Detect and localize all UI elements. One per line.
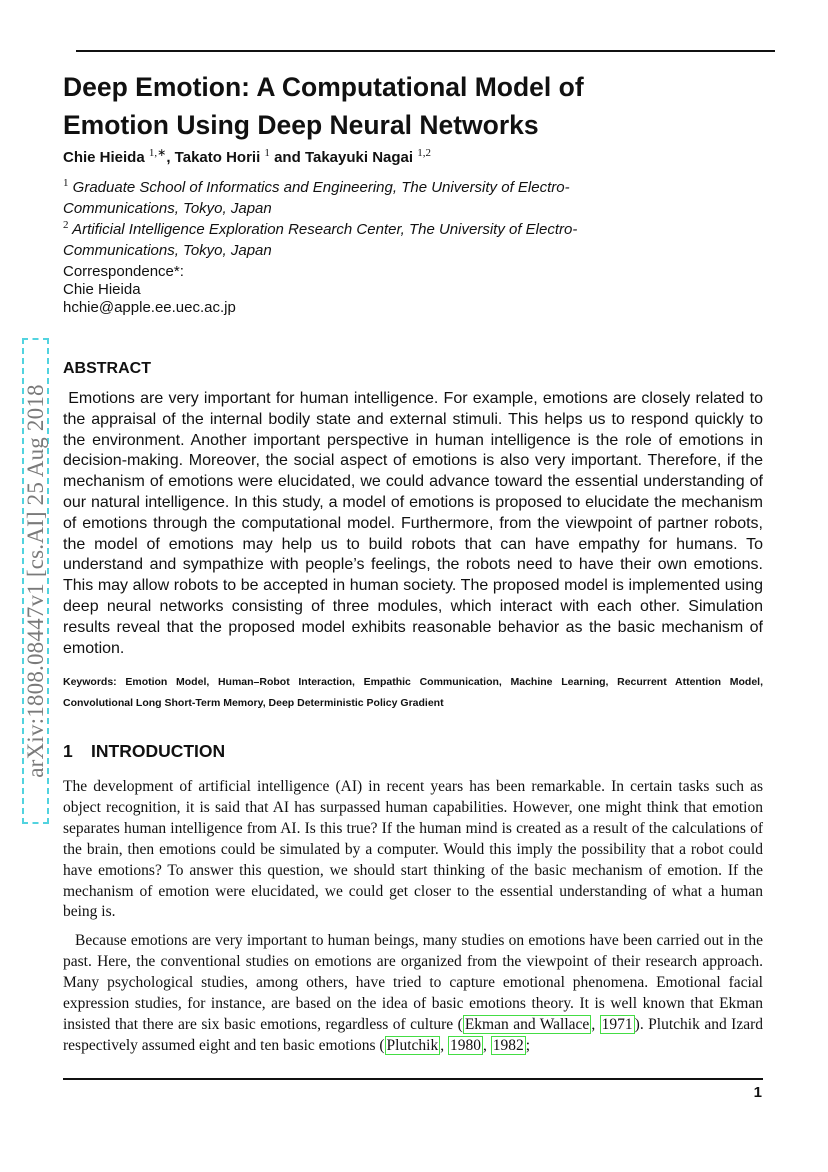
author-list [63,146,431,166]
author-affil-mark: 1,∗ [148,147,167,159]
author-affil-mark: 1 [264,147,270,159]
keywords: Keywords: Emotion Model, Human–Robot Interaction, Empathic Communication, Machine Learning, Recurrent Attention Model, Convolutional Long Short-Term Memory, Deep Deterministic Policy Gradient [63,676,763,709]
correspondence-block [63,263,236,317]
paragraph-text: ; [525,1036,531,1054]
footer-rule [63,1078,763,1080]
correspondence-name: Chie Hieida [63,281,141,298]
correspondence-label: Correspondence*: [63,263,184,280]
paragraph-text: ). Plutchik and Izard respectively assumed eight and ten basic emotions ( [63,1015,764,1054]
author-name: Takayuki Nagai [304,149,414,166]
abstract-body [63,389,763,659]
affiliation-text: Artificial Intelligence Exploration Research Center, The University of Electro-Communications, Tokyo, Japan [63,221,578,259]
author-affil-mark: 1,2 [417,147,431,159]
abstract-text: Emotions are very important for human intelligence. For example, emotions are closely related to the appraisal of the internal bodily state and external stimuli. This helps us to respond quickly to the environment. Another important perspective in human intelligence is the role of emotions in decision-making. Moreover, the social aspect of emotions is also very important. Therefore, if the mechanism of emotions were elucidated, we could advance toward the essential understanding of our natural intelligence. In this study, a model of emotions is proposed to elucidate the mechanism of emotions through the computational model. Furthermore, from the viewpoint of partner robots, the model of emotions may help us to build robots that can have empathy for humans. To understand and sympathize with people’s feelings, the robots need to have their own emotions. This may allow robots to be accepted in human society. The proposed model is implemented using deep neural networks consisting of three modules, which interact with each other. Simulation results reveal that the proposed model exhibits reasonable behavior as the basic mechanism of emotion. [63,390,763,657]
author-name: Takato Horii [174,149,261,166]
header-rule [76,50,775,52]
citation-separator: , [482,1036,491,1054]
arxiv-stamp-text: arXiv:1808.08447v1 [cs.AI] 25 Aug 2018 [22,384,48,778]
citation-link[interactable]: Ekman and Wallace [464,1015,590,1033]
section-heading [63,741,225,762]
section-number: 1 [63,741,73,761]
affiliation-mark: 2 [63,219,69,231]
abstract-heading: ABSTRACT [63,360,151,377]
citation-separator: , [591,1015,600,1033]
paper-title [63,68,763,144]
title-line-1: Deep Emotion: A Computational Model of [63,72,584,102]
intro-paragraph-2 [63,931,763,1056]
citation-link[interactable]: Plutchik [386,1036,439,1054]
author-name: Chie Hieida [63,149,145,166]
author-separator: and [269,149,305,166]
arxiv-stamp[interactable] [22,338,49,824]
author-separator: , [166,149,175,166]
citation-link[interactable]: 1980 [449,1036,481,1054]
affiliation-mark: 1 [63,177,69,189]
page-number: 1 [753,1084,762,1101]
citation-link[interactable]: 1971 [601,1015,633,1033]
section-title: INTRODUCTION [91,741,226,761]
affiliation-text: Graduate School of Informatics and Engineering, The University of Electro-Communications, Tokyo, Japan [63,179,570,217]
citation-separator: , [440,1036,448,1054]
title-line-2: Emotion Using Deep Neural Networks [63,110,539,140]
correspondence-email[interactable]: hchie@apple.ee.uec.ac.jp [63,299,236,316]
affiliation-1 [63,173,623,219]
affiliation-2 [63,215,623,261]
paragraph-text: Because emotions are very important to human beings, many studies on emotions have been carried out in the past. Here, the conventional studies on emotions are organized from the viewpoint of their research approach. Many psychological studies, among others, have tried to capture emotional phenomena. Emotional facial expression studies, for instance, are based on the idea of basic emotions theory. It is well known that Ekman insisted that there are six basic emotions, regardless of culture ( [63,932,763,1033]
intro-paragraph-1: The development of artificial intelligence (AI) in recent years has been remarkable. In certain tasks such as object recognition, it is said that AI has surpassed human capabilities. However, one might think that emotion separates human intelligence from AI. Is this true? If the human mind is created as a result of the calculations of the brain, then emotions could be simulated by a computer. Would this imply the possibility that a robot could have emotions? To answer this question, we should start thinking of the basic mechanism of emotion. If the mechanism of emotion were elucidated, we could get closer to the essential understanding of what a human being is. [63,778,763,921]
citation-link[interactable]: 1982 [492,1036,524,1054]
